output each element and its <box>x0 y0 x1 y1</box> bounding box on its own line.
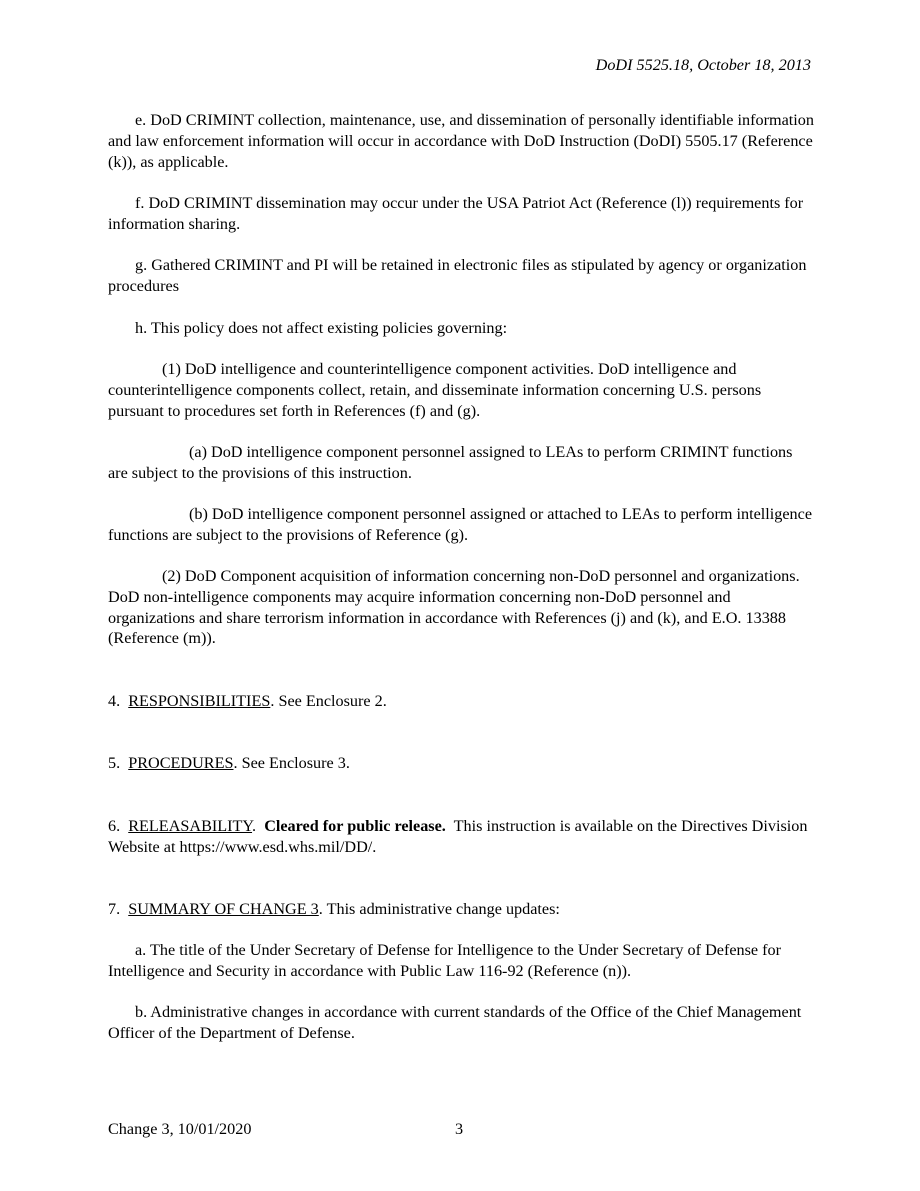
section-6-text: This instruction is available on the Directives Division Website at https://www.esd.whs.mil/DD/. <box>108 817 812 856</box>
document-header: DoDI 5525.18, October 18, 2013 <box>595 56 811 74</box>
section-6-number: 6. <box>108 817 121 835</box>
page-number: 3 <box>455 1120 464 1138</box>
section-6 <box>108 816 816 858</box>
paragraph-g: g. Gathered CRIMINT and PI will be retained in electronic files as stipulated by agency or organization procedures <box>108 256 807 295</box>
section-7-text: . This administrative change updates: <box>318 900 560 918</box>
section-4 <box>108 691 816 712</box>
paragraph-h-1-b: (b) DoD intelligence component personnel assigned or attached to LEAs to perform intelligence functions are subject to the provisions of Reference (g). <box>108 505 813 544</box>
section-7 <box>108 899 816 920</box>
section-5-heading: PROCEDURES <box>128 754 234 772</box>
section-4-number: 4. <box>108 692 121 710</box>
section-5-text: . See Enclosure 3. <box>233 754 350 772</box>
paragraph-e: e. DoD CRIMINT collection, maintenance, use, and dissemination of personally identifiable information and law enforcement information will occur in accordance with DoD Instruction (DoDI) 5505.17 (Reference (k)), as applicable. <box>108 111 814 171</box>
section-7-heading: SUMMARY OF CHANGE 3 <box>128 900 319 918</box>
paragraph-f: f. DoD CRIMINT dissemination may occur under the USA Patriot Act (Reference (l)) requirements for information sharing. <box>108 194 804 233</box>
section-7-number: 7. <box>108 900 121 918</box>
paragraph-h: h. This policy does not affect existing policies governing: <box>135 319 508 337</box>
section-5 <box>108 753 816 774</box>
summary-a: a. The title of the Under Secretary of Defense for Intelligence to the Under Secretary of Defense for Intelligence and Security in accordance with Public Law 116-92 (Reference (n)). <box>108 941 782 980</box>
section-6-separator: . <box>252 817 265 835</box>
section-6-bold-text: Cleared for public release. <box>264 817 446 835</box>
paragraph-h-1-a: (a) DoD intelligence component personnel assigned to LEAs to perform CRIMINT functions are subject to the provisions of this instruction. <box>108 443 793 482</box>
footer-change: Change 3, 10/01/2020 <box>108 1120 252 1138</box>
summary-b: b. Administrative changes in accordance with current standards of the Office of the Chief Management Officer of the Department of Defense. <box>108 1003 802 1042</box>
paragraph-h-1: (1) DoD intelligence and counterintelligence component activities. DoD intelligence and counterintelligence components collect, retain, and disseminate information concerning U.S. persons pursuant to procedures set forth in References (f) and (g). <box>108 360 762 420</box>
section-6-heading: RELEASABILITY <box>128 817 253 835</box>
section-4-heading: RESPONSIBILITIES <box>128 692 271 710</box>
section-4-text: . See Enclosure 2. <box>270 692 387 710</box>
paragraph-h-2: (2) DoD Component acquisition of information concerning non-DoD personnel and organizations. DoD non-intelligence components may acquire information concerning non-DoD personnel and organizations and share terrorism information in accordance with References (j) and (k), and E.O. 13388 (Reference (m)). <box>108 567 800 648</box>
section-5-number: 5. <box>108 754 121 772</box>
